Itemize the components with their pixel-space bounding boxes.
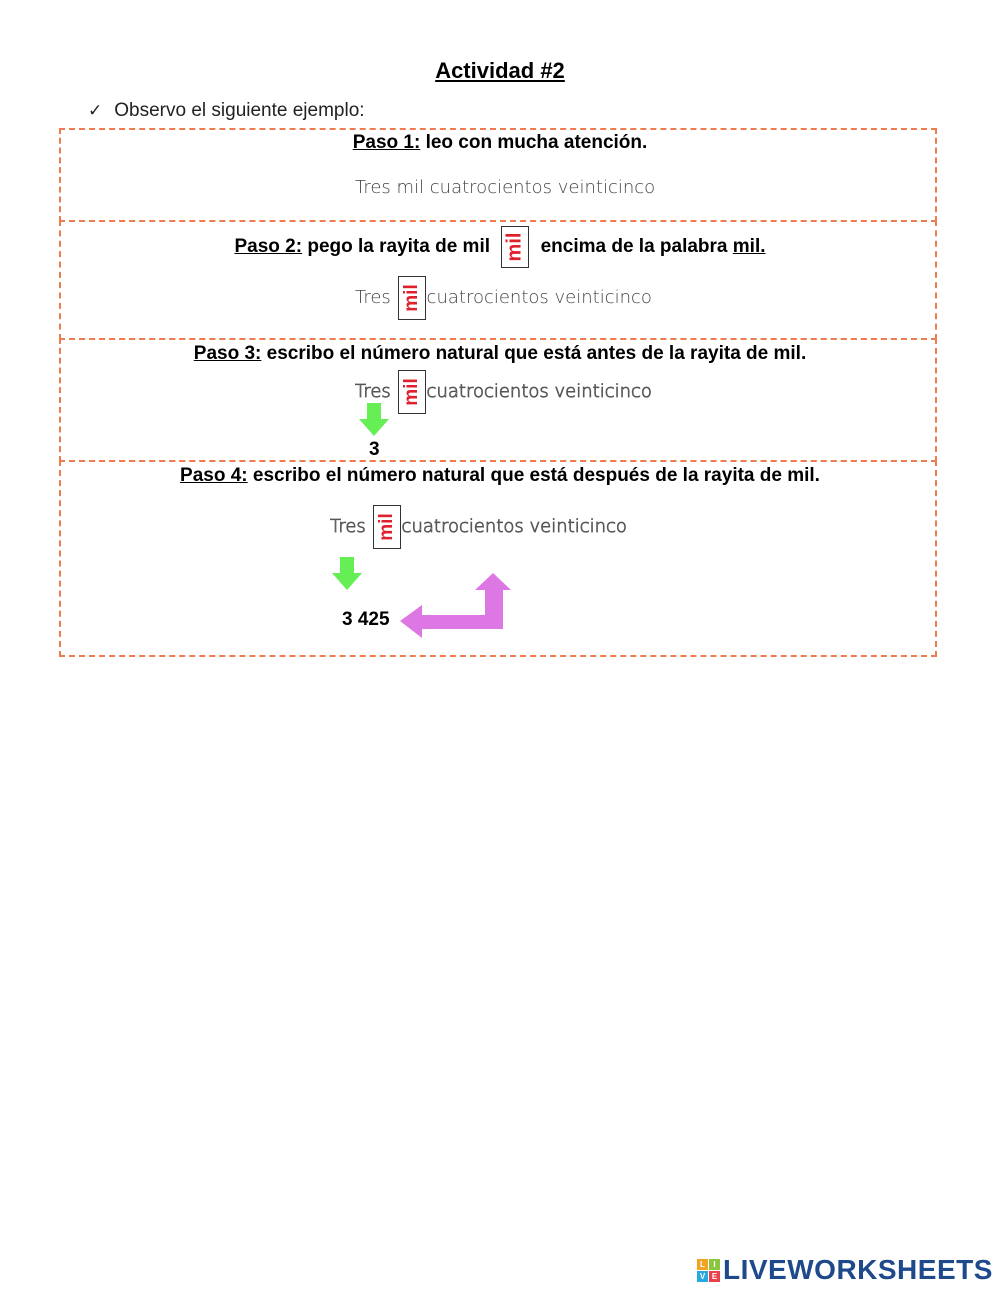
page-title: Actividad #2: [435, 58, 565, 83]
sentence-first: Tres: [330, 516, 366, 537]
step2-text-after: encima de la palabra: [535, 236, 733, 258]
mil-card-text: mil: [400, 378, 422, 406]
mil-card: [398, 276, 426, 320]
check-icon: ✓: [88, 101, 103, 120]
step1-text: leo con mucha atención.: [420, 132, 648, 153]
sentence-first: Tres: [355, 287, 391, 308]
step1-heading: [0, 132, 1000, 154]
green-down-arrow-icon: [331, 557, 363, 591]
logo-squares-icon: [697, 1259, 720, 1282]
sentence-first: Tres: [355, 381, 391, 402]
step4-result: 3 425: [342, 609, 390, 630]
pink-turn-arrow-icon: [398, 572, 516, 640]
mil-card: [373, 505, 401, 549]
step4-label: Paso 4:: [180, 465, 248, 486]
mil-card: [398, 370, 426, 414]
step2-word: mil.: [732, 236, 766, 258]
logo-square: E: [709, 1271, 720, 1282]
step2-text-before: pego la rayita de mil: [302, 236, 496, 258]
logo-square: L: [697, 1259, 708, 1270]
step3-result: 3: [369, 439, 380, 460]
logo-square: V: [697, 1271, 708, 1282]
mil-card-text: mil: [400, 284, 422, 312]
sentence-rest: cuatrocientos veinticinco: [401, 516, 627, 537]
logo-text: LIVEWORKSHEETS: [723, 1254, 993, 1285]
step3-text: escribo el número natural que está antes de la rayita de mil.: [261, 343, 807, 364]
mil-card: [501, 226, 529, 268]
step4-text: escribo el número natural que está después de la rayita de mil.: [247, 465, 820, 486]
liveworksheets-logo: [697, 1254, 993, 1286]
mil-card-text: mil: [503, 232, 526, 262]
step3-label: Paso 3:: [193, 343, 262, 364]
step3-sentence: [355, 370, 652, 414]
mil-card-text: mil: [375, 513, 397, 541]
step1-label: Paso 1:: [352, 132, 421, 153]
step2-label: Paso 2:: [234, 236, 303, 258]
intro-instruction: [88, 100, 365, 122]
step3-heading: [0, 343, 1000, 365]
step4-sentence: [330, 505, 627, 549]
intro-text: Observo el siguiente ejemplo:: [114, 100, 365, 121]
step1-sentence: Tres mil cuatrocientos veinticinco: [355, 177, 656, 198]
step4-heading: [0, 465, 1000, 487]
step2-heading: [0, 226, 1000, 268]
green-down-arrow-icon: [358, 403, 390, 437]
logo-square: I: [709, 1259, 720, 1270]
step2-sentence: [355, 276, 652, 320]
sentence-rest: cuatrocientos veinticinco: [426, 287, 652, 308]
sentence-rest: cuatrocientos veinticinco: [426, 381, 652, 402]
